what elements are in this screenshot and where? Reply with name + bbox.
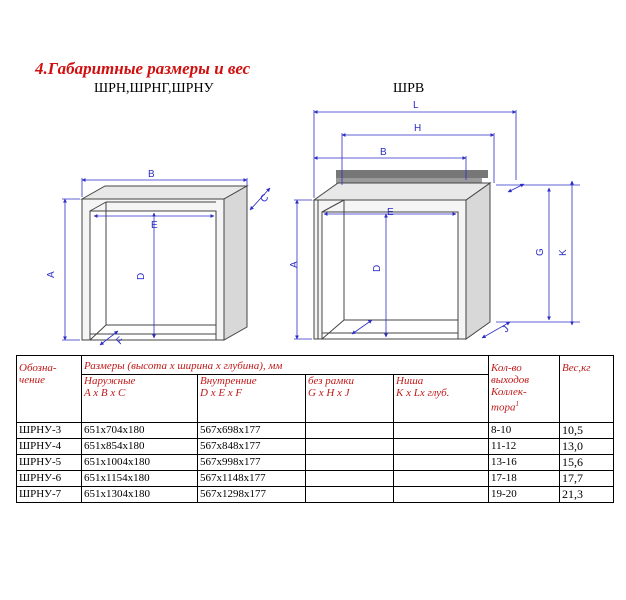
dim-label-h-right: H (414, 123, 422, 134)
subtitle-left: ШРН,ШРНГ,ШРНУ (94, 81, 214, 96)
cell-weight: 10,5 (560, 423, 614, 439)
cell-weight: 13,0 (560, 439, 614, 455)
table-row (17, 471, 614, 487)
cell-outlet-count: 17-18 (489, 471, 560, 487)
dim-label-d-right: D (372, 264, 383, 272)
cell-outer: 651х1154х180 (82, 471, 198, 487)
cell-inner: 567х698х177 (198, 423, 306, 439)
cell-outlet-count: 19-20 (489, 487, 560, 503)
cabinet-right-drawing (314, 170, 490, 339)
cell-designation: ШРНУ-6 (17, 471, 82, 487)
table-row (17, 439, 614, 455)
cell-weight: 17,7 (560, 471, 614, 487)
table-row (17, 423, 614, 439)
specs-table (16, 355, 614, 503)
cell-outer: 651х1304х180 (82, 487, 198, 503)
cell-inner: 567х998х177 (198, 455, 306, 471)
dim-label-g-right: G (535, 248, 546, 256)
cell-niche (394, 487, 489, 503)
dim-label-l-right: L (413, 100, 419, 111)
cell-niche (394, 471, 489, 487)
cell-outlet-count: 8-10 (489, 423, 560, 439)
dim-label-a-right: A (289, 261, 300, 268)
cell-designation: ШРНУ-3 (17, 423, 82, 439)
cell-outer: 651х1004х180 (82, 455, 198, 471)
cell-frameless (306, 471, 394, 487)
cell-niche (394, 423, 489, 439)
dim-label-d-left: D (136, 272, 147, 280)
cell-outlet-count: 13-16 (489, 455, 560, 471)
cell-frameless (306, 439, 394, 455)
cell-outer: 651х704х180 (82, 423, 198, 439)
dim-label-f-left: F (114, 335, 127, 348)
header-weight: Вес,кг (560, 356, 614, 423)
cell-weight: 21,3 (560, 487, 614, 503)
cell-inner: 567х1298х177 (198, 487, 306, 503)
dim-label-e-right: E (387, 207, 394, 218)
dim-label-k-right: K (558, 249, 569, 256)
header-inner: Внутренние D x E x F (198, 375, 306, 423)
header-outer: Наружные A x B x C (82, 375, 198, 423)
cell-frameless (306, 455, 394, 471)
header-designation: Обозна- чение (17, 356, 82, 423)
specs-table-wrapper (16, 355, 613, 503)
dim-label-b-right: B (380, 147, 387, 158)
subtitle-right: ШРВ (393, 81, 425, 96)
header-frameless: без рамки G x H x J (306, 375, 394, 423)
dim-label-j-right: J (500, 323, 512, 336)
header-dimensions: Размеры (высота х ширина х глубина), мм (82, 356, 489, 375)
cell-designation: ШРНУ-7 (17, 487, 82, 503)
cell-inner: 567х848х177 (198, 439, 306, 455)
dim-label-e-left: E (151, 220, 158, 231)
dim-label-a-left: A (46, 271, 57, 278)
cell-designation: ШРНУ-4 (17, 439, 82, 455)
cell-niche (394, 439, 489, 455)
dim-label-c-left: C (258, 192, 272, 206)
header-niche: Ниша K x Lx глуб. (394, 375, 489, 423)
cell-inner: 567х1148х177 (198, 471, 306, 487)
cell-outer: 651х854х180 (82, 439, 198, 455)
cell-frameless (306, 487, 394, 503)
cell-weight: 15,6 (560, 455, 614, 471)
table-row (17, 487, 614, 503)
cell-outlet-count: 11-12 (489, 439, 560, 455)
section-heading: 4.Габаритные размеры и вес (35, 59, 251, 78)
cell-designation: ШРНУ-5 (17, 455, 82, 471)
dim-label-b-left: B (148, 169, 155, 180)
header-outlet-count: Кол-во выходов Коллек- тора$^1$ (489, 356, 560, 423)
cell-niche (394, 455, 489, 471)
cell-frameless (306, 423, 394, 439)
cabinet-left-drawing (82, 186, 247, 340)
table-row (17, 455, 614, 471)
